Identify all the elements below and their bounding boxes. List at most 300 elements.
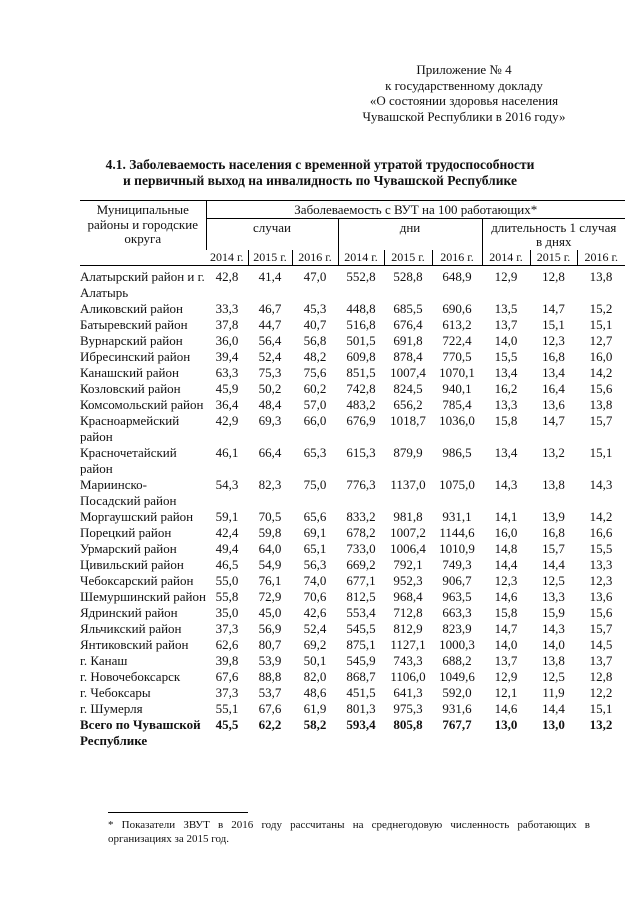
value-cell: 14,4 (542, 700, 565, 716)
value-cell: 60,2 (303, 380, 327, 396)
value-cell: 15,2 (589, 300, 613, 316)
header-cases: случаи (206, 218, 338, 250)
value-cell: 45,5 (215, 716, 239, 732)
value-cell: 968,4 (393, 588, 423, 604)
value-cell: 53,9 (258, 652, 282, 668)
value-cell: 54,9 (258, 556, 282, 572)
value-cell: 14,0 (542, 636, 565, 652)
value-cell: 785,4 (442, 396, 472, 412)
year-header: 2014 г. (338, 250, 384, 266)
value-cell: 15,1 (589, 444, 613, 460)
table-row (80, 365, 625, 381)
value-cell: 44,7 (258, 316, 282, 332)
value-cell: 1127,1 (390, 636, 426, 652)
table-body (80, 265, 625, 749)
value-cell: 975,3 (393, 700, 423, 716)
value-cell: 1000,3 (439, 636, 475, 652)
morbidity-table (80, 200, 625, 749)
value-cell: 46,1 (215, 444, 239, 460)
value-cell: 545,5 (346, 620, 376, 636)
region-name: Ибресинский район (80, 348, 191, 364)
value-cell: 45,9 (215, 380, 239, 396)
table-row (80, 573, 625, 589)
value-cell: 13,4 (542, 364, 565, 380)
header-group: Заболеваемость с ВУТ на 100 работающих* (206, 201, 625, 219)
value-cell: 14,2 (589, 364, 613, 380)
value-cell: 65,1 (303, 540, 327, 556)
value-cell: 33,3 (215, 300, 239, 316)
value-cell: 1144,6 (439, 524, 475, 540)
value-cell: 59,8 (258, 524, 282, 540)
value-cell: 15,6 (589, 604, 613, 620)
value-cell: 1075,0 (439, 476, 475, 492)
value-cell: 776,3 (346, 476, 376, 492)
header-days: дни (338, 218, 482, 250)
year-header: 2016 г. (577, 250, 625, 266)
region-name: Мариинско-Посадский район (80, 476, 177, 508)
value-cell: 16,2 (494, 380, 518, 396)
year-header: 2015 г. (384, 250, 432, 266)
region-name: Алатырский район и г. Алатырь (80, 268, 205, 300)
value-cell: 53,7 (258, 684, 282, 700)
value-cell: 82,0 (303, 668, 327, 684)
appendix-note (344, 62, 584, 124)
value-cell: 1006,4 (390, 540, 426, 556)
header-region: Муниципальные районы и городские округа (80, 201, 206, 266)
value-cell: 40,7 (303, 316, 327, 332)
value-cell: 15,8 (494, 604, 518, 620)
value-cell: 742,8 (346, 380, 376, 396)
value-cell: 792,1 (393, 556, 423, 572)
value-cell: 669,2 (346, 556, 376, 572)
region-name: г. Канаш (80, 652, 128, 668)
value-cell: 648,9 (442, 268, 472, 284)
value-cell: 49,4 (215, 540, 239, 556)
value-cell: 41,4 (258, 268, 282, 284)
value-cell: 690,6 (442, 300, 472, 316)
value-cell: 14,8 (494, 540, 518, 556)
value-cell: 14,6 (494, 588, 518, 604)
value-cell: 685,5 (393, 300, 423, 316)
value-cell: 12,5 (542, 572, 565, 588)
value-cell: 963,5 (442, 588, 472, 604)
table-row (80, 265, 625, 301)
value-cell: 641,3 (393, 684, 423, 700)
value-cell: 66,4 (258, 444, 282, 460)
value-cell: 55,0 (215, 572, 239, 588)
table-row (80, 413, 625, 445)
table-row (80, 701, 625, 717)
value-cell: 615,3 (346, 444, 376, 460)
value-cell: 12,3 (494, 572, 518, 588)
value-cell: 952,3 (393, 572, 423, 588)
value-cell: 16,8 (542, 524, 565, 540)
value-cell: 528,8 (393, 268, 423, 284)
value-cell: 13,7 (494, 652, 518, 668)
value-cell: 61,9 (303, 700, 327, 716)
value-cell: 11,9 (542, 684, 565, 700)
appendix-line: к государственному докладу (385, 77, 543, 93)
table-row (80, 621, 625, 637)
region-name: Урмарский район (80, 540, 177, 556)
value-cell: 55,1 (215, 700, 239, 716)
footnote: * Показатели ЗВУТ в 2016 году рассчитаны на среднегодовую численность работающих в организациях за 2015 год. (108, 819, 590, 845)
value-cell: 15,7 (589, 412, 613, 428)
table-row (80, 317, 625, 333)
value-cell: 67,6 (215, 668, 239, 684)
appendix-line: Чувашской Республики в 2016 году» (362, 108, 566, 124)
value-cell: 12,2 (589, 684, 613, 700)
value-cell: 13,2 (542, 444, 565, 460)
value-cell: 12,9 (494, 268, 518, 284)
value-cell: 13,4 (494, 444, 518, 460)
title-line: и первичный выход на инвалидность по Чувашской Республике (123, 173, 517, 188)
value-cell: 46,7 (258, 300, 282, 316)
value-cell: 13,9 (542, 508, 565, 524)
value-cell: 56,4 (258, 332, 282, 348)
value-cell: 14,4 (494, 556, 518, 572)
value-cell: 16,8 (542, 348, 565, 364)
table-row (80, 333, 625, 349)
value-cell: 75,3 (258, 364, 282, 380)
region-name: Козловский район (80, 380, 181, 396)
year-header: 2016 г. (292, 250, 338, 266)
value-cell: 875,1 (346, 636, 376, 652)
table-row (80, 557, 625, 573)
region-name: Янтиковский район (80, 636, 189, 652)
value-cell: 12,3 (589, 572, 613, 588)
table-row (80, 669, 625, 685)
appendix-line: «О состоянии здоровья населения (369, 93, 559, 108)
value-cell: 36,0 (215, 332, 239, 348)
value-cell: 50,2 (258, 380, 282, 396)
value-cell: 833,2 (346, 508, 376, 524)
value-cell: 1137,0 (390, 476, 426, 492)
region-name: Вурнарский район (80, 332, 183, 348)
value-cell: 45,0 (258, 604, 282, 620)
value-cell: 63,3 (215, 364, 239, 380)
value-cell: 14,3 (589, 476, 613, 492)
region-name: Чебоксарский район (80, 572, 194, 588)
value-cell: 58,2 (303, 716, 327, 732)
value-cell: 16,6 (589, 524, 613, 540)
region-name: Яльчикский район (80, 620, 182, 636)
value-cell: 12,9 (494, 668, 518, 684)
table-row (80, 525, 625, 541)
region-name: Комсомольский район (80, 396, 204, 412)
table-row (80, 637, 625, 653)
table-row (80, 541, 625, 557)
value-cell: 931,1 (442, 508, 472, 524)
value-cell: 1106,0 (390, 668, 426, 684)
value-cell: 65,3 (303, 444, 327, 460)
value-cell: 767,7 (442, 716, 472, 732)
value-cell: 823,9 (442, 620, 472, 636)
table-row (80, 477, 625, 509)
value-cell: 14,6 (494, 700, 518, 716)
value-cell: 62,6 (215, 636, 239, 652)
value-cell: 72,9 (258, 588, 282, 604)
value-cell: 35,0 (215, 604, 239, 620)
value-cell: 13,8 (589, 396, 613, 412)
year-header: 2015 г. (530, 250, 577, 266)
value-cell: 42,6 (303, 604, 327, 620)
table-row (80, 685, 625, 701)
region-name: Цивильский район (80, 556, 184, 572)
value-cell: 12,8 (589, 668, 613, 684)
region-name: Батыревский район (80, 316, 188, 332)
region-name: г. Новочебоксарск (80, 668, 181, 684)
value-cell: 70,5 (258, 508, 282, 524)
value-cell: 1010,9 (439, 540, 475, 556)
total-row (80, 717, 625, 749)
value-cell: 16,4 (542, 380, 565, 396)
value-cell: 39,4 (215, 348, 239, 364)
footnote-divider (108, 812, 248, 813)
value-cell: 553,4 (346, 604, 376, 620)
value-cell: 501,5 (346, 332, 376, 348)
value-cell: 770,5 (442, 348, 472, 364)
value-cell: 13,6 (542, 396, 565, 412)
value-cell: 14,4 (542, 556, 565, 572)
value-cell: 15,9 (542, 604, 565, 620)
value-cell: 14,1 (494, 508, 518, 524)
year-header: 2014 г. (482, 250, 530, 266)
region-name: Шемуршинский район (80, 588, 206, 604)
value-cell: 1007,4 (390, 364, 426, 380)
value-cell: 12,8 (542, 268, 565, 284)
value-cell: 13,8 (589, 268, 613, 284)
table-row (80, 589, 625, 605)
value-cell: 42,8 (215, 268, 239, 284)
value-cell: 13,3 (589, 556, 613, 572)
value-cell: 448,8 (346, 300, 376, 316)
value-cell: 906,7 (442, 572, 472, 588)
value-cell: 42,4 (215, 524, 239, 540)
year-header: 2015 г. (248, 250, 292, 266)
value-cell: 516,8 (346, 316, 376, 332)
value-cell: 39,8 (215, 652, 239, 668)
value-cell: 13,4 (494, 364, 518, 380)
table-row (80, 349, 625, 365)
region-name: Аликовский район (80, 300, 183, 316)
value-cell: 57,0 (303, 396, 327, 412)
value-cell: 1070,1 (439, 364, 475, 380)
value-cell: 46,5 (215, 556, 239, 572)
value-cell: 878,4 (393, 348, 423, 364)
appendix-line: Приложение № 4 (416, 62, 512, 77)
value-cell: 12,3 (542, 332, 565, 348)
header-duration: длительность 1 случая в днях (482, 218, 625, 250)
value-cell: 656,2 (393, 396, 423, 412)
value-cell: 483,2 (346, 396, 376, 412)
value-cell: 69,3 (258, 412, 282, 428)
value-cell: 805,8 (393, 716, 423, 732)
value-cell: 56,8 (303, 332, 327, 348)
region-name: Красноармейский район (80, 412, 180, 444)
value-cell: 15,1 (589, 316, 613, 332)
value-cell: 15,8 (494, 412, 518, 428)
value-cell: 451,5 (346, 684, 376, 700)
value-cell: 55,8 (215, 588, 239, 604)
value-cell: 75,6 (303, 364, 327, 380)
value-cell: 14,3 (542, 620, 565, 636)
region-name: г. Шумерля (80, 700, 143, 716)
value-cell: 552,8 (346, 268, 376, 284)
value-cell: 712,8 (393, 604, 423, 620)
value-cell: 14,0 (494, 636, 518, 652)
value-cell: 14,5 (589, 636, 613, 652)
value-cell: 64,0 (258, 540, 282, 556)
year-header: 2016 г. (432, 250, 482, 266)
value-cell: 65,6 (303, 508, 327, 524)
value-cell: 52,4 (258, 348, 282, 364)
value-cell: 12,5 (542, 668, 565, 684)
value-cell: 13,3 (494, 396, 518, 412)
value-cell: 986,5 (442, 444, 472, 460)
region-name: Порецкий район (80, 524, 172, 540)
value-cell: 69,2 (303, 636, 327, 652)
value-cell: 663,3 (442, 604, 472, 620)
value-cell: 722,4 (442, 332, 472, 348)
value-cell: 69,1 (303, 524, 327, 540)
value-cell: 56,3 (303, 556, 327, 572)
table-row (80, 397, 625, 413)
value-cell: 931,6 (442, 700, 472, 716)
value-cell: 13,3 (542, 588, 565, 604)
table-row (80, 301, 625, 317)
value-cell: 749,3 (442, 556, 472, 572)
value-cell: 688,2 (442, 652, 472, 668)
value-cell: 13,5 (494, 300, 518, 316)
value-cell: 74,0 (303, 572, 327, 588)
value-cell: 15,1 (542, 316, 565, 332)
value-cell: 15,5 (494, 348, 518, 364)
value-cell: 613,2 (442, 316, 472, 332)
value-cell: 13,7 (589, 652, 613, 668)
value-cell: 593,4 (346, 716, 376, 732)
value-cell: 15,7 (589, 620, 613, 636)
value-cell: 54,3 (215, 476, 239, 492)
value-cell: 59,1 (215, 508, 239, 524)
value-cell: 879,9 (393, 444, 423, 460)
value-cell: 812,9 (393, 620, 423, 636)
table-row (80, 445, 625, 477)
value-cell: 52,4 (303, 620, 327, 636)
value-cell: 677,1 (346, 572, 376, 588)
value-cell: 545,9 (346, 652, 376, 668)
value-cell: 940,1 (442, 380, 472, 396)
value-cell: 62,2 (258, 716, 282, 732)
value-cell: 13,0 (542, 716, 565, 732)
value-cell: 13,7 (494, 316, 518, 332)
value-cell: 47,0 (303, 268, 327, 284)
value-cell: 1049,6 (439, 668, 475, 684)
value-cell: 676,4 (393, 316, 423, 332)
value-cell: 13,0 (494, 716, 518, 732)
table-row (80, 381, 625, 397)
value-cell: 16,0 (494, 524, 518, 540)
value-cell: 70,6 (303, 588, 327, 604)
value-cell: 66,0 (303, 412, 327, 428)
value-cell: 1018,7 (390, 412, 426, 428)
region-name: г. Чебоксары (80, 684, 151, 700)
value-cell: 15,7 (542, 540, 565, 556)
value-cell: 851,5 (346, 364, 376, 380)
value-cell: 36,4 (215, 396, 239, 412)
value-cell: 13,8 (542, 652, 565, 668)
value-cell: 812,5 (346, 588, 376, 604)
value-cell: 80,7 (258, 636, 282, 652)
value-cell: 48,2 (303, 348, 327, 364)
region-name: Красночетайский район (80, 444, 177, 476)
value-cell: 15,6 (589, 380, 613, 396)
value-cell: 13,6 (589, 588, 613, 604)
value-cell: 868,7 (346, 668, 376, 684)
value-cell: 42,9 (215, 412, 239, 428)
value-cell: 14,3 (494, 476, 518, 492)
value-cell: 981,8 (393, 508, 423, 524)
value-cell: 678,2 (346, 524, 376, 540)
value-cell: 12,7 (589, 332, 613, 348)
value-cell: 48,4 (258, 396, 282, 412)
value-cell: 1007,2 (390, 524, 426, 540)
value-cell: 14,2 (589, 508, 613, 524)
value-cell: 12,1 (494, 684, 518, 700)
title-line: 4.1. Заболеваемость населения с временной утратой трудоспособности (105, 157, 535, 172)
value-cell: 76,1 (258, 572, 282, 588)
value-cell: 15,5 (589, 540, 613, 556)
value-cell: 14,7 (494, 620, 518, 636)
table-row (80, 653, 625, 669)
region-name: Всего по Чувашской Республике (80, 716, 201, 748)
value-cell: 13,2 (589, 716, 613, 732)
year-header: 2014 г. (206, 250, 248, 266)
value-cell: 75,0 (303, 476, 327, 492)
value-cell: 609,8 (346, 348, 376, 364)
value-cell: 45,3 (303, 300, 327, 316)
value-cell: 1036,0 (439, 412, 475, 428)
value-cell: 691,8 (393, 332, 423, 348)
value-cell: 676,9 (346, 412, 376, 428)
table-row (80, 605, 625, 621)
value-cell: 14,0 (494, 332, 518, 348)
value-cell: 743,3 (393, 652, 423, 668)
value-cell: 88,8 (258, 668, 282, 684)
region-name: Канашский район (80, 364, 179, 380)
value-cell: 14,7 (542, 412, 565, 428)
value-cell: 37,3 (215, 684, 239, 700)
value-cell: 801,3 (346, 700, 376, 716)
table-row (80, 509, 625, 525)
value-cell: 15,1 (589, 700, 613, 716)
value-cell: 48,6 (303, 684, 327, 700)
value-cell: 37,8 (215, 316, 239, 332)
value-cell: 82,3 (258, 476, 282, 492)
value-cell: 67,6 (258, 700, 282, 716)
section-title (0, 157, 640, 189)
region-name: Ядринский район (80, 604, 178, 620)
value-cell: 37,3 (215, 620, 239, 636)
value-cell: 13,8 (542, 476, 565, 492)
value-cell: 824,5 (393, 380, 423, 396)
value-cell: 56,9 (258, 620, 282, 636)
value-cell: 50,1 (303, 652, 327, 668)
value-cell: 16,0 (589, 348, 613, 364)
value-cell: 14,7 (542, 300, 565, 316)
value-cell: 733,0 (346, 540, 376, 556)
region-name: Моргаушский район (80, 508, 194, 524)
